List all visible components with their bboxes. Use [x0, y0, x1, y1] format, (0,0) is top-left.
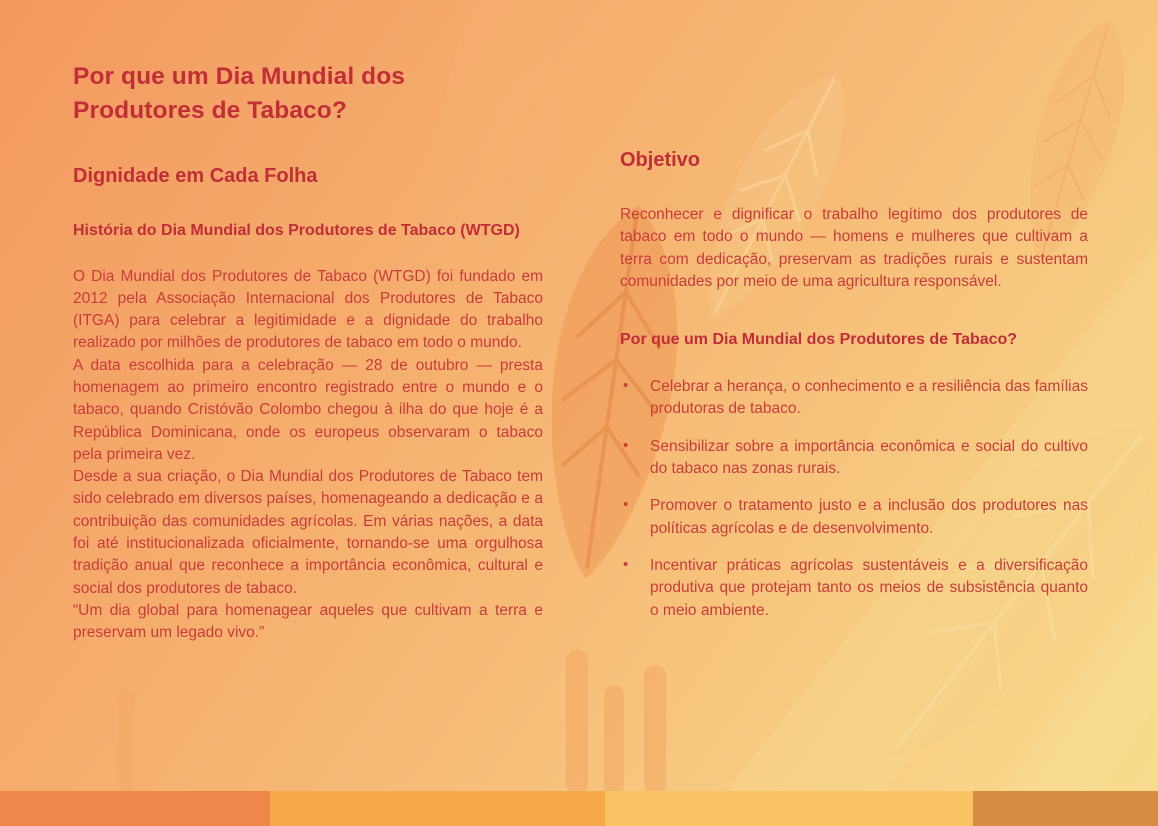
objective-heading: Objetivo — [620, 149, 701, 171]
page-title: Por que um Dia Mundial dos Produtores de Tabaco? — [73, 63, 406, 124]
objective-bullet-3 — [620, 495, 1088, 540]
footer-color-bar — [0, 791, 1158, 826]
history-paragraphs — [73, 266, 543, 645]
objective-bullet-1 — [620, 376, 1088, 421]
dignity-subtitle: Dignidade em Cada Folha — [73, 165, 318, 187]
footer-segment-3 — [605, 791, 973, 826]
history-paragraph-1: O Dia Mundial dos Produtores de Tabaco (WTGD) foi fundado em 2012 pela Associação Internacional dos Produtores de Tabaco (ITGA) para celebrar a legitimidade e a dignidade do trabalho realizado por milhões de produtores de tabaco em todo o mundo. — [73, 267, 543, 352]
bullet-text: Promover o tratamento justo e a inclusão dos produtores nas políticas agrícolas e de desenvolvimento. — [650, 497, 1088, 537]
left-column — [73, 60, 543, 645]
bullet-marker: • — [623, 496, 629, 514]
bullet-marker: • — [623, 377, 629, 395]
bullet-text: Celebrar a herança, o conhecimento e a resiliência das famílias produtoras de tabaco. — [650, 378, 1088, 418]
history-paragraph-2: A data escolhida para a celebração — 28 de outubro — presta homenagem ao primeiro encontro registrado entre o mundo e o tabaco, quando Cristóvão Colombo chegou à ilha do que hoje é a República Dominicana, onde os europeus observaram o tabaco pela primeira vez. — [73, 356, 543, 463]
footer-segment-2 — [270, 791, 605, 826]
right-column — [620, 148, 1088, 637]
objective-paragraph: Reconhecer e dignificar o trabalho legítimo dos produtores de tabaco em todo o mundo — homens e mulheres que cultivam a terra com dedicação, preservam as tradições rurais e sustentam comunidades por meio de uma agricultura responsável. — [620, 206, 1088, 290]
objectives-list — [620, 376, 1088, 622]
history-paragraph-3: Desde a sua criação, o Dia Mundial dos Produtores de Tabaco tem sido celebrado em diversos países, homenageando a dedicação e a contribuição das comunidades agrícolas. Em várias nações, a data foi até institucionalizada oficialmente, tornando-se uma orgulhosa tradição anual que reconhece a importância econômica, cultural e social dos produtores de tabaco. — [73, 468, 543, 597]
objective-bullet-2 — [620, 436, 1088, 481]
footer-segment-4 — [973, 791, 1158, 826]
history-section-heading: História do Dia Mundial dos Produtores de Tabaco (WTGD) — [73, 222, 520, 239]
bullet-marker: • — [623, 555, 629, 573]
objective-bullet-4 — [620, 555, 1088, 622]
why-subheading: Por que um Dia Mundial dos Produtores de Tabaco? — [620, 331, 1018, 349]
footer-segment-1 — [0, 791, 270, 826]
bullet-text: Sensibilizar sobre a importância econômica e social do cultivo do tabaco nas zonas rurais. — [650, 437, 1088, 478]
bullet-text: Incentivar práticas agrícolas sustentáveis e a diversificação produtiva que protejam tanto os meios de subsistência quanto o meio ambiente. — [650, 556, 1088, 619]
bullet-marker: • — [623, 436, 629, 454]
history-paragraph-4: “Um dia global para homenagear aqueles que cultivam a terra e preservam um legado vivo.” — [73, 601, 543, 642]
